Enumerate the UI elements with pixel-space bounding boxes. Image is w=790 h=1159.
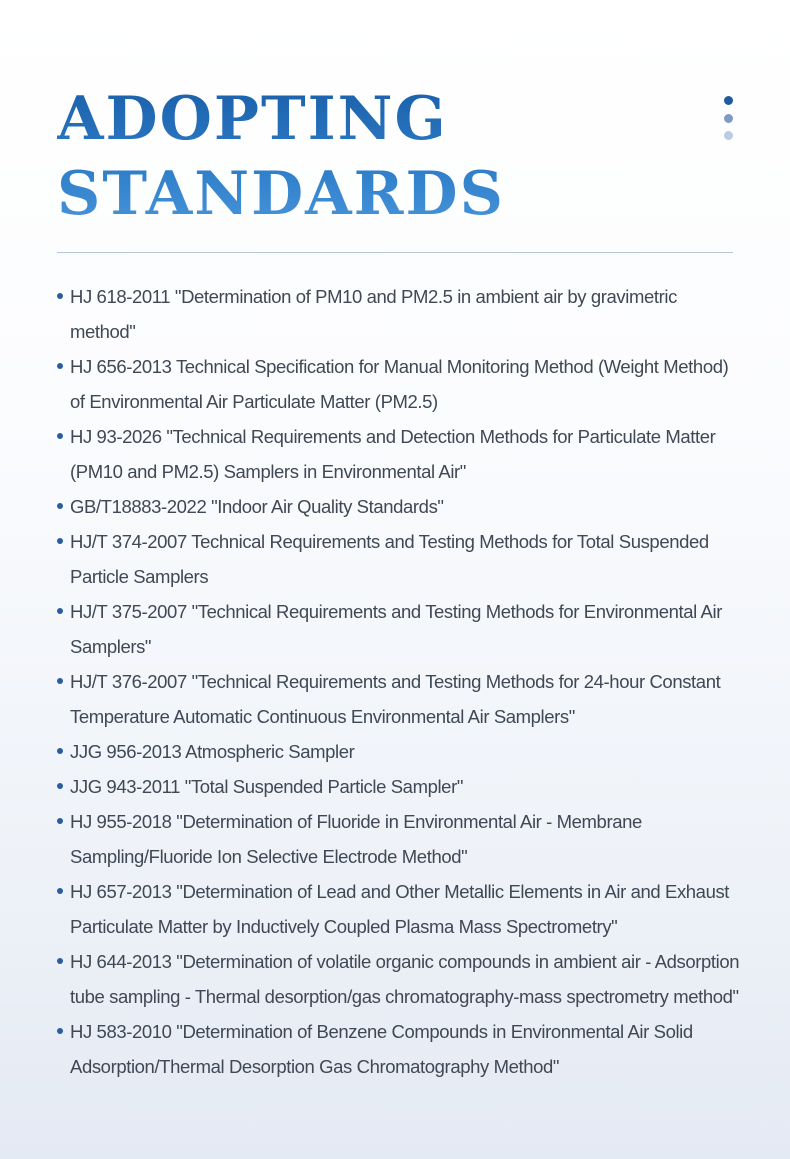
list-item — [57, 804, 747, 874]
list-item-text: HJ 955-2018 "Determination of Fluoride in Environmental Air - Membrane Sampling/Fluoride Ion Selective Electrode Method" — [70, 811, 642, 867]
list-item — [57, 489, 747, 524]
list-item — [57, 944, 747, 1014]
bullet-icon — [57, 1028, 63, 1034]
list-item — [57, 349, 747, 419]
list-item — [57, 1014, 747, 1084]
bullet-icon — [57, 503, 63, 509]
dot-icon — [724, 131, 733, 140]
list-item-text: GB/T18883-2022 "Indoor Air Quality Standards" — [70, 496, 444, 517]
bullet-icon — [57, 433, 63, 439]
divider — [57, 252, 733, 253]
bullet-icon — [57, 818, 63, 824]
list-item-text: HJ 93-2026 "Technical Requirements and Detection Methods for Particulate Matter (PM10 and PM2.5) Samplers in Environmental Air" — [70, 426, 716, 482]
list-item — [57, 664, 747, 734]
list-item — [57, 874, 747, 944]
list-item-text: HJ 583-2010 "Determination of Benzene Compounds in Environmental Air Solid Adsorption/Thermal Desorption Gas Chromatography Method" — [70, 1021, 693, 1077]
list-item — [57, 524, 747, 594]
bullet-icon — [57, 678, 63, 684]
dot-icon — [724, 96, 733, 105]
bullet-icon — [57, 363, 63, 369]
bullet-icon — [57, 888, 63, 894]
bullet-icon — [57, 293, 63, 299]
list-item — [57, 594, 747, 664]
bullet-icon — [57, 538, 63, 544]
list-item-text: HJ/T 375-2007 "Technical Requirements and Testing Methods for Environmental Air Samplers" — [70, 601, 722, 657]
list-item — [57, 769, 747, 804]
title-line-2: STANDARDS — [57, 159, 505, 229]
list-item-text: HJ 656-2013 Technical Specification for Manual Monitoring Method (Weight Method) of Environmental Air Particulate Matter (PM2.5) — [70, 356, 729, 412]
title-line-1: ADOPTING — [57, 84, 448, 154]
list-item-text: HJ/T 374-2007 Technical Requirements and Testing Methods for Total Suspended Particle Samplers — [70, 531, 709, 587]
dot-icon — [724, 114, 733, 123]
bullet-icon — [57, 608, 63, 614]
list-item-text: HJ 618-2011 "Determination of PM10 and PM2.5 in ambient air by gravimetric method" — [70, 286, 677, 342]
bullet-icon — [57, 783, 63, 789]
list-item — [57, 279, 747, 349]
list-item-text: JJG 956-2013 Atmospheric Sampler — [70, 741, 355, 762]
page-title — [57, 82, 505, 232]
bullet-icon — [57, 748, 63, 754]
list-item — [57, 419, 747, 489]
bullet-icon — [57, 958, 63, 964]
list-item-text: HJ 644-2013 "Determination of volatile organic compounds in ambient air - Adsorption tube sampling - Thermal desorption/gas chromatography-mass spectrometry method" — [70, 951, 740, 1007]
decorative-dots — [722, 96, 734, 149]
list-item-text: JJG 943-2011 "Total Suspended Particle Sampler" — [70, 776, 463, 797]
standards-list — [57, 279, 747, 1084]
list-item-text: HJ 657-2013 "Determination of Lead and Other Metallic Elements in Air and Exhaust Particulate Matter by Inductively Coupled Plasma Mass Spectrometry" — [70, 881, 730, 937]
list-item-text: HJ/T 376-2007 "Technical Requirements and Testing Methods for 24-hour Constant Temperature Automatic Continuous Environmental Air Samplers" — [70, 671, 721, 727]
list-item — [57, 734, 747, 769]
